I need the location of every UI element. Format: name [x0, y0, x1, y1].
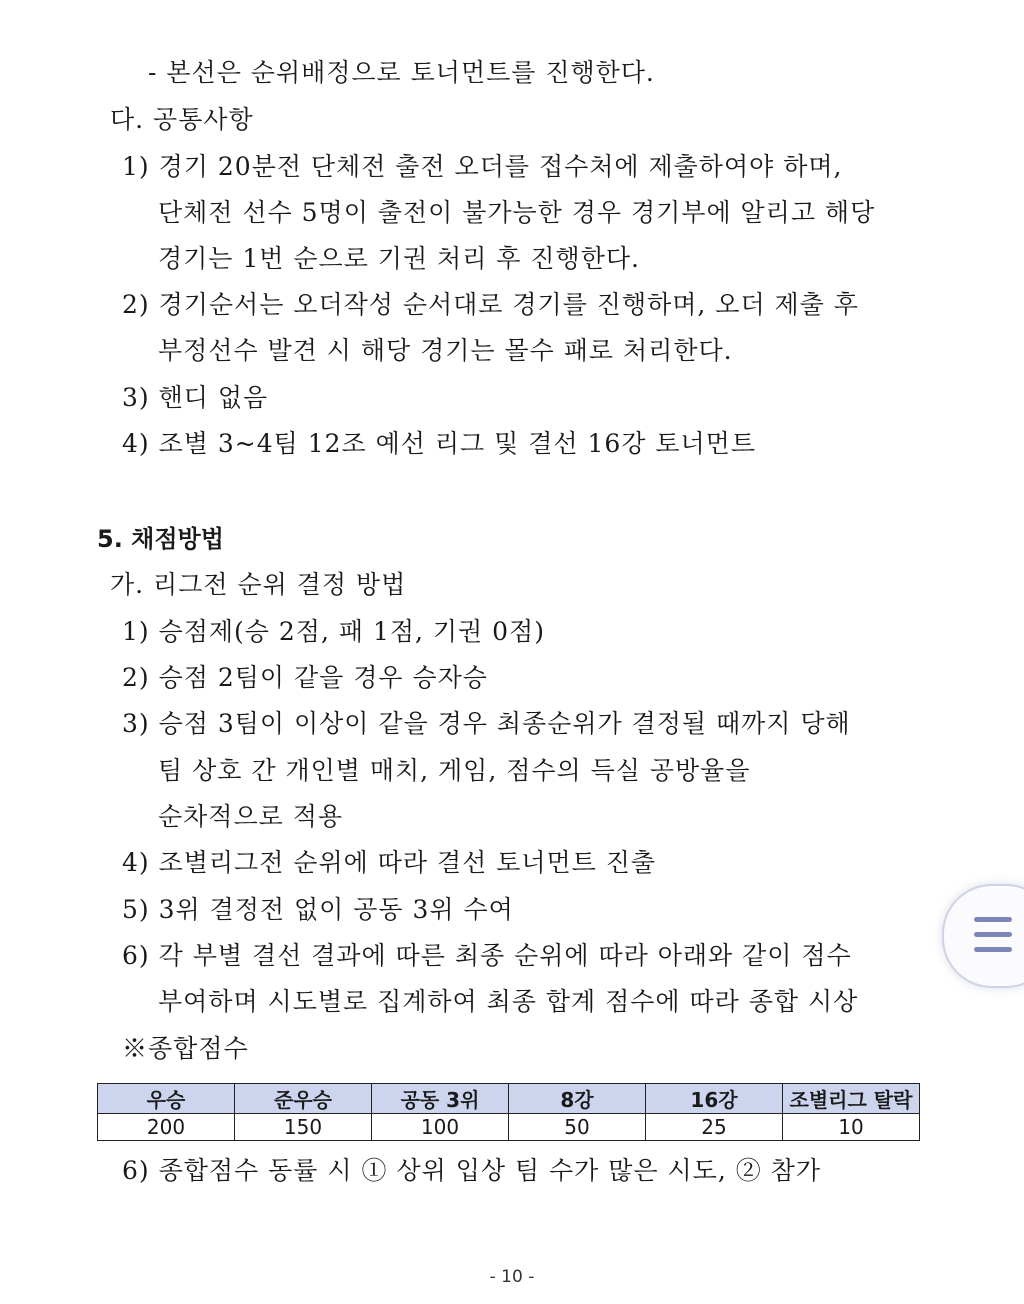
menu-bar-middle [974, 932, 1012, 937]
list-item: 3) 승점 3팀이 이상이 같을 경우 최종순위가 결정될 때까지 당해 [122, 709, 851, 738]
section-heading: 5. 채점방법 [97, 525, 224, 553]
subsection-title: 다. 공통사항 [110, 105, 254, 134]
table-cell: 200 [98, 1114, 235, 1141]
menu-bar-top [974, 917, 1012, 922]
list-item: 3) 핸디 없음 [122, 383, 269, 412]
table-cell: 50 [509, 1114, 646, 1141]
table-header-cell: 8강 [509, 1084, 646, 1114]
text-line: - 본선은 순위배정으로 토너먼트를 진행한다. [148, 58, 655, 87]
table-cell: 100 [372, 1114, 509, 1141]
list-item: 1) 경기 20분전 단체전 출전 오더를 접수처에 제출하여야 하며, [122, 152, 843, 181]
list-item: 4) 조별리그전 순위에 따라 결선 토너먼트 진출 [122, 848, 657, 877]
table-header-cell: 공동 3위 [372, 1084, 509, 1114]
list-item: 2) 경기순서는 오더작성 순서대로 경기를 진행하며, 오더 제출 후 [122, 290, 859, 319]
text-line: 경기는 1번 순으로 기권 처리 후 진행한다. [158, 244, 640, 273]
list-item: 4) 조별 3~4팀 12조 예선 리그 및 결선 16강 토너먼트 [122, 429, 756, 458]
text-line: 순차적으로 적용 [158, 802, 343, 831]
menu-button[interactable] [942, 884, 1024, 988]
table-cell: 10 [783, 1114, 920, 1141]
table-header-cell: 조별리그 탈락 [783, 1084, 920, 1114]
table-row [98, 1114, 920, 1141]
list-item: 6) 각 부별 결선 결과에 따른 최종 순위에 따라 아래와 같이 점수 [122, 941, 852, 970]
text-line: 팀 상호 간 개인별 매치, 게임, 점수의 득실 공방율을 [158, 756, 751, 785]
list-item: 1) 승점제(승 2점, 패 1점, 기권 0점) [122, 617, 545, 646]
table-header-row [98, 1084, 920, 1114]
table-header-cell: 준우승 [235, 1084, 372, 1114]
menu-bar-bottom [974, 947, 1012, 952]
list-item: 5) 3위 결정전 없이 공동 3위 수여 [122, 895, 514, 924]
text-line: 부정선수 발견 시 해당 경기는 몰수 패로 처리한다. [158, 336, 733, 365]
table-header-cell: 16강 [646, 1084, 783, 1114]
text-line: 단체전 선수 5명이 출전이 불가능한 경우 경기부에 알리고 해당 [158, 198, 876, 227]
list-item: 2) 승점 2팀이 같을 경우 승자승 [122, 663, 488, 692]
table-cell: 150 [235, 1114, 372, 1141]
subsection-title: 가. 리그전 순위 결정 방법 [110, 570, 407, 599]
table-header-cell: 우승 [98, 1084, 235, 1114]
text-line: 부여하며 시도별로 집계하여 최종 합계 점수에 따라 종합 시상 [158, 987, 859, 1016]
score-table [97, 1083, 920, 1141]
page-number: - 10 - [489, 1267, 535, 1287]
list-item: 6) 종합점수 동률 시 ① 상위 입상 팀 수가 많은 시도, ② 참가 [122, 1156, 821, 1185]
note-label: ※종합점수 [122, 1034, 249, 1063]
table-cell: 25 [646, 1114, 783, 1141]
